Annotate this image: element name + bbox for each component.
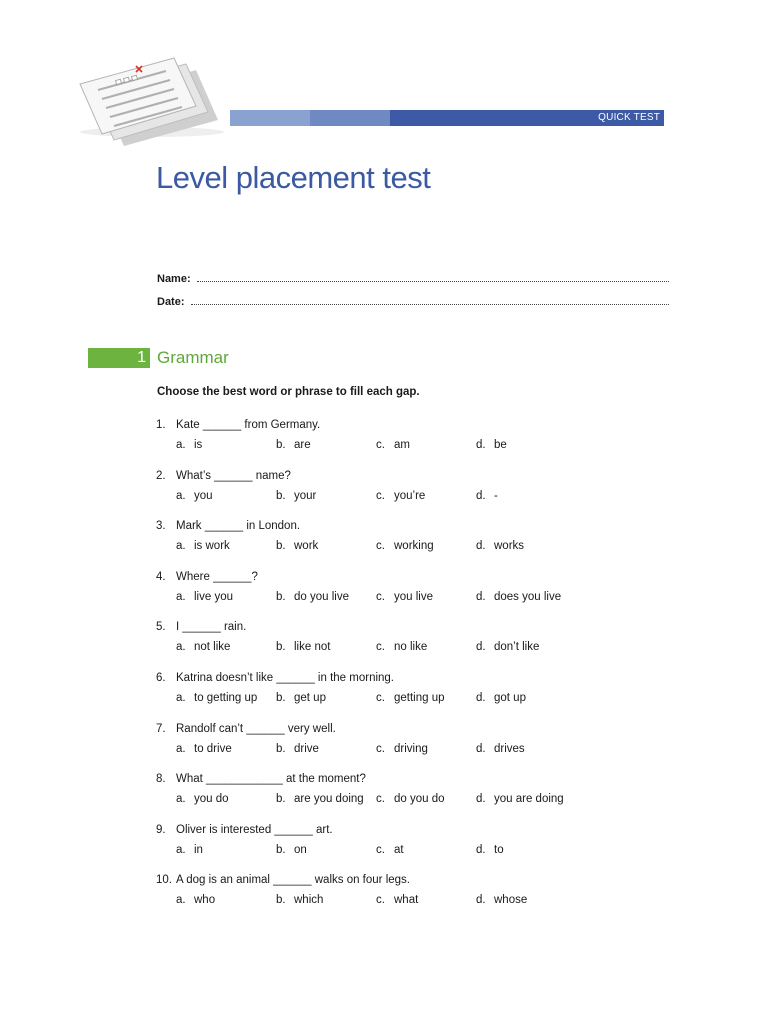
option-letter: a. (176, 489, 186, 502)
option-letter: b. (276, 590, 286, 603)
option-text: to drive (194, 742, 232, 755)
answer-options (176, 434, 716, 456)
answer-options (176, 889, 716, 911)
answer-option[interactable] (476, 788, 576, 810)
answer-option[interactable] (476, 434, 576, 456)
question-number: 4. (156, 570, 166, 583)
option-text: do you do (394, 793, 445, 806)
option-letter: d. (476, 742, 486, 755)
option-text: your (294, 489, 317, 502)
option-letter: b. (276, 540, 286, 553)
section-number: 1 (88, 348, 150, 368)
answer-option[interactable] (176, 535, 276, 557)
option-text: to (494, 843, 504, 856)
name-field[interactable] (157, 269, 669, 285)
question-text: Mark ______ in London. (176, 520, 301, 533)
header-band-light (230, 110, 310, 126)
answer-option[interactable] (476, 485, 576, 507)
answer-option[interactable] (276, 586, 376, 608)
option-letter: d. (476, 540, 486, 553)
option-letter: c. (376, 843, 385, 856)
option-letter: c. (376, 793, 385, 806)
answer-options (176, 485, 716, 507)
page-title: Level placement test (156, 160, 431, 195)
option-text: drives (494, 742, 525, 755)
option-letter: a. (176, 439, 186, 451)
option-text: what (394, 894, 419, 907)
option-letter: a. (176, 590, 186, 603)
option-text: work (294, 540, 319, 553)
option-letter: a. (176, 793, 186, 806)
option-text: getting up (394, 691, 445, 704)
question-line (156, 568, 716, 586)
answer-option[interactable] (476, 738, 576, 760)
answer-option[interactable] (176, 434, 276, 456)
question-item (156, 669, 716, 720)
answer-option[interactable] (276, 889, 376, 911)
answer-option[interactable] (376, 586, 476, 608)
answer-option[interactable] (276, 687, 376, 709)
question-line (156, 720, 716, 738)
option-letter: c. (376, 540, 385, 553)
option-text: does you live (494, 590, 562, 603)
question-item (156, 568, 716, 619)
option-letter: b. (276, 641, 286, 654)
question-text: Randolf can’t ______ very well. (176, 722, 336, 735)
question-text: A dog is an animal ______ walks on four legs. (176, 874, 410, 887)
option-text: you do (194, 793, 229, 806)
answer-option[interactable] (176, 586, 276, 608)
question-item (156, 720, 716, 771)
option-letter: d. (476, 489, 486, 502)
option-letter: d. (476, 894, 486, 907)
answer-option[interactable] (476, 586, 576, 608)
question-line (156, 618, 716, 636)
answer-option[interactable] (176, 485, 276, 507)
question-text: Oliver is interested ______ art. (176, 823, 333, 836)
answer-option[interactable] (476, 687, 576, 709)
option-letter: b. (276, 843, 286, 856)
name-dotted-line (197, 281, 669, 282)
option-letter: c. (376, 691, 385, 704)
answer-option[interactable] (476, 889, 576, 911)
option-letter: b. (276, 793, 286, 806)
header-band-medium (310, 110, 390, 126)
option-text: you are doing (494, 793, 564, 806)
question-text: I ______ rain. (176, 621, 247, 634)
answer-option[interactable] (376, 535, 476, 557)
option-text: to getting up (194, 691, 258, 704)
option-text: in (194, 843, 203, 856)
date-label: Date: (157, 296, 185, 308)
option-text: - (494, 489, 498, 502)
option-letter: c. (376, 742, 385, 755)
question-line (156, 821, 716, 839)
option-text: drive (294, 742, 319, 755)
option-text: not like (194, 641, 231, 654)
answer-option[interactable] (476, 839, 576, 861)
option-text: do you live (294, 590, 349, 603)
option-letter: b. (276, 894, 286, 907)
question-line (156, 416, 716, 434)
option-letter: a. (176, 894, 186, 907)
option-text: you’re (394, 489, 426, 502)
question-text: Kate ______ from Germany. (176, 419, 321, 431)
answer-option[interactable] (176, 889, 276, 911)
option-letter: b. (276, 691, 286, 704)
date-field[interactable] (157, 292, 669, 308)
question-line (156, 517, 716, 535)
question-text: Where ______? (176, 570, 258, 583)
option-letter: d. (476, 843, 486, 856)
answer-option[interactable] (276, 434, 376, 456)
question-item (156, 416, 716, 467)
option-text: working (394, 540, 434, 553)
option-letter: b. (276, 489, 286, 502)
option-letter: b. (276, 742, 286, 755)
answer-option[interactable] (476, 636, 576, 658)
question-item (156, 770, 716, 821)
question-item (156, 618, 716, 669)
answer-option[interactable] (376, 687, 476, 709)
option-text: on (294, 843, 307, 856)
option-text: no like (394, 641, 428, 654)
answer-option[interactable] (276, 535, 376, 557)
answer-option[interactable] (376, 738, 476, 760)
question-number: 8. (156, 773, 166, 786)
answer-option[interactable] (276, 788, 376, 810)
section-instructions: Choose the best word or phrase to fill each gap. (157, 386, 420, 398)
question-item (156, 821, 716, 872)
option-letter: d. (476, 691, 486, 704)
answer-option[interactable] (176, 738, 276, 760)
option-text: are you doing (294, 793, 364, 806)
answer-options (176, 535, 716, 557)
option-text: whose (494, 894, 528, 907)
answer-option[interactable] (276, 738, 376, 760)
option-text: live you (194, 590, 233, 603)
option-letter: c. (376, 590, 385, 603)
question-text: What’s ______ name? (176, 469, 291, 482)
answer-options (176, 839, 716, 861)
option-letter: d. (476, 439, 486, 451)
answer-options (176, 687, 716, 709)
question-text: Katrina doesn’t like ______ in the morning. (176, 671, 395, 684)
option-text: works (494, 540, 525, 553)
option-text: is work (194, 540, 230, 553)
option-letter: a. (176, 641, 186, 654)
answer-option[interactable] (276, 485, 376, 507)
answer-option[interactable] (176, 788, 276, 810)
answer-option[interactable] (376, 485, 476, 507)
option-text: you live (394, 590, 433, 603)
option-letter: d. (476, 590, 486, 603)
question-item (156, 871, 716, 922)
question-item (156, 517, 716, 568)
question-item (156, 467, 716, 518)
answer-option[interactable] (376, 636, 476, 658)
answer-options (176, 586, 716, 608)
section-title: Grammar (157, 348, 229, 367)
option-text: who (194, 894, 216, 907)
question-number: 9. (156, 823, 166, 836)
answer-option[interactable] (276, 636, 376, 658)
question-list (156, 416, 716, 922)
answer-options (176, 636, 716, 658)
answer-option[interactable] (276, 839, 376, 861)
test-paper-icon (72, 50, 232, 146)
option-text: am (394, 439, 410, 451)
name-label: Name: (157, 273, 191, 285)
question-number: 10. (156, 874, 172, 887)
answer-options (176, 738, 716, 760)
option-text: are (294, 439, 311, 451)
option-letter: c. (376, 894, 385, 907)
answer-option[interactable] (176, 687, 276, 709)
option-letter: a. (176, 540, 186, 553)
question-number: 1. (156, 419, 166, 431)
option-letter: c. (376, 489, 385, 502)
option-text: don’t like (494, 641, 540, 654)
option-text: got up (494, 691, 526, 704)
answer-option[interactable] (176, 636, 276, 658)
option-letter: a. (176, 691, 186, 704)
option-letter: b. (276, 439, 286, 451)
option-text: which (294, 894, 324, 907)
question-line (156, 871, 716, 889)
answer-option[interactable] (176, 839, 276, 861)
question-number: 5. (156, 621, 166, 634)
question-line (156, 669, 716, 687)
option-text: get up (294, 691, 326, 704)
answer-options (176, 788, 716, 810)
question-text: What ____________ at the moment? (176, 773, 366, 786)
option-text: driving (394, 742, 428, 755)
answer-option[interactable] (376, 889, 476, 911)
question-number: 3. (156, 520, 166, 533)
question-number: 2. (156, 469, 166, 482)
option-text: is (194, 439, 203, 451)
option-letter: a. (176, 742, 186, 755)
option-text: at (394, 843, 404, 856)
option-letter: c. (376, 641, 385, 654)
answer-option[interactable] (476, 535, 576, 557)
question-line (156, 467, 716, 485)
option-text: be (494, 439, 507, 451)
quick-test-badge: QUICK TEST (390, 110, 664, 126)
option-letter: d. (476, 793, 486, 806)
option-letter: c. (376, 439, 385, 451)
date-dotted-line (191, 304, 669, 305)
answer-option[interactable] (376, 788, 476, 810)
option-letter: a. (176, 843, 186, 856)
option-letter: d. (476, 641, 486, 654)
answer-option[interactable] (376, 434, 476, 456)
answer-option[interactable] (376, 839, 476, 861)
option-text: like not (294, 641, 331, 654)
question-number: 7. (156, 722, 166, 735)
question-line (156, 770, 716, 788)
option-text: you (194, 489, 213, 502)
question-number: 6. (156, 671, 166, 684)
